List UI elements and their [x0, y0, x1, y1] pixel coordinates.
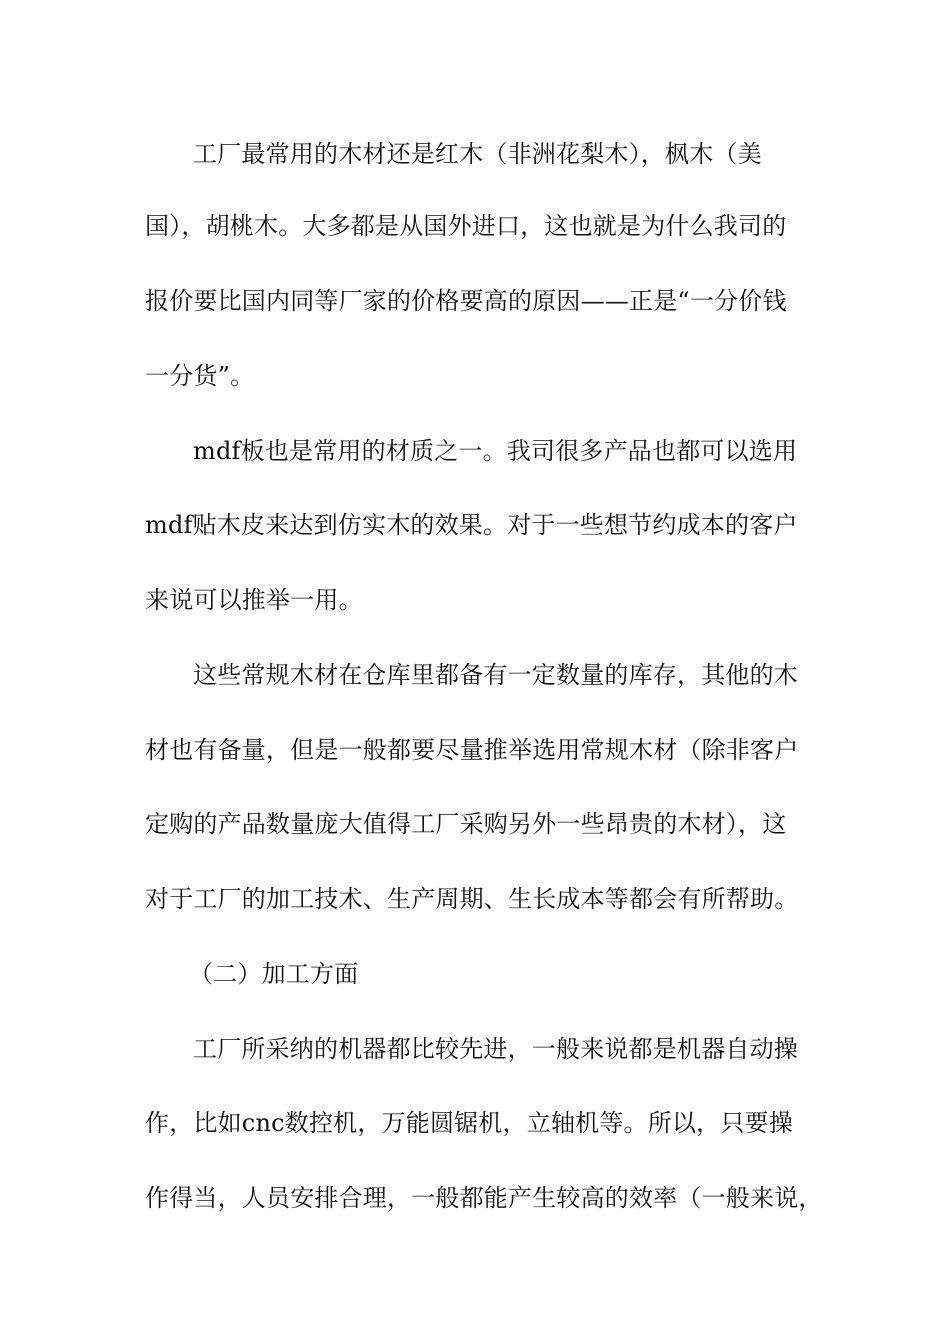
text-line: 工厂最常用的木材还是红木（非洲花梨木），枫木（美 [193, 140, 762, 168]
text-line: 对于工厂的加工技术、生产周期、生长成本等都会有所帮助。 [145, 885, 799, 913]
text-line: 作得当，人员安排合理，一般都能产生较高的效率（一般来说， [145, 1184, 823, 1212]
text-line: 工厂所采纳的机器都比较先进，一般来说都是机器自动操 [193, 1035, 798, 1063]
section-heading: （二）加工方面 [189, 960, 359, 988]
text-line: 一分货”。 [145, 362, 255, 390]
text-line: 报价要比国内同等厂家的价格要高的原因——正是“一分价钱 [145, 287, 787, 315]
text-line: 来说可以推举一用。 [145, 586, 363, 614]
text-line: 材也有备量，但是一般都要尽量推举选用常规木材（除非客户 [145, 736, 799, 764]
text-line: 这些常规木材在仓库里都备有一定数量的库存，其他的木 [193, 661, 798, 689]
text-line: mdf贴木皮来达到仿实木的效果。对于一些想节约成本的客户 [145, 511, 798, 539]
text-line: mdf板也是常用的材质之一。我司很多产品也都可以选用 [193, 437, 798, 465]
text-line: 定购的产品数量庞大值得工厂采购另外一些昂贵的木材），这 [145, 810, 787, 838]
text-line: 作，比如cnc数控机，万能圆锯机，立轴机等。所以，只要操 [145, 1109, 793, 1137]
text-line: 国），胡桃木。大多都是从国外进口，这也就是为什么我司的 [145, 212, 787, 240]
